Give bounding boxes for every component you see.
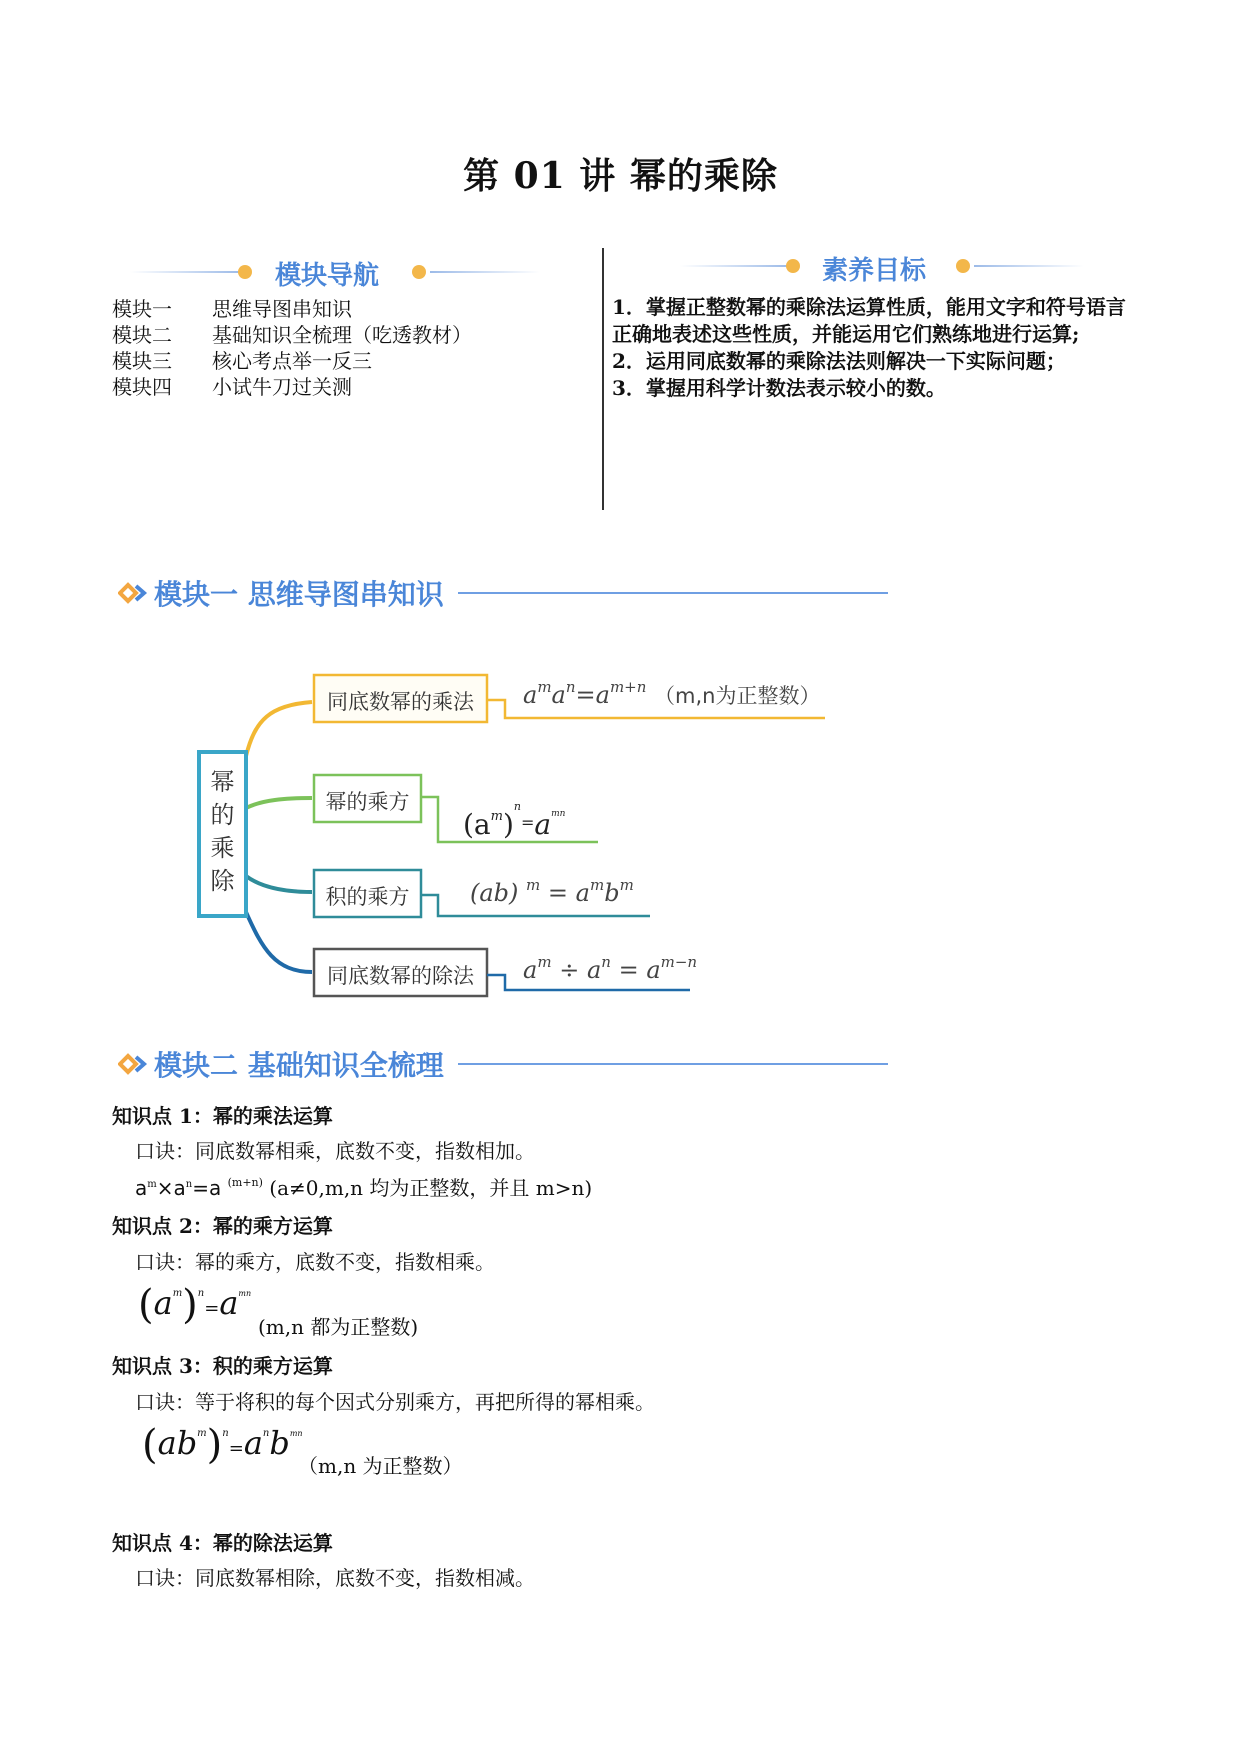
nav-item[interactable]: 模块三 核心考点举一反三 bbox=[112, 349, 372, 373]
branch-label-1[interactable]: 同底数幂的乘法 bbox=[327, 690, 474, 714]
nav-item[interactable]: 模块四 小试牛刀过关测 bbox=[112, 375, 352, 399]
section1-title: 模块一 思维导图串知识 bbox=[154, 578, 444, 611]
formula-power: $(a^m)^{n=}a^{mn}$ bbox=[463, 800, 566, 841]
kp4-rhyme: 口诀：同底数幂相除，底数不变，指数相减。 bbox=[135, 1566, 535, 1590]
connector-4 bbox=[246, 912, 312, 972]
connector-1 bbox=[246, 702, 312, 756]
goals-heading: 素养目标 bbox=[822, 256, 927, 286]
center-label: 幂 的 乘 除 bbox=[210, 768, 235, 895]
formula-multiplication: $a^ma^n=a^{m+n}$ （m,n为正整数） bbox=[523, 678, 821, 709]
kp3-formula: $(ab^m)^n=a^nb^{mn}$ bbox=[142, 1422, 303, 1468]
section2-header bbox=[118, 1044, 888, 1084]
nav-item[interactable]: 模块二 基础知识全梳理（吃透教材） bbox=[112, 323, 472, 347]
section2-rule bbox=[458, 1063, 888, 1065]
branch-label-4[interactable]: 同底数幂的除法 bbox=[327, 964, 474, 988]
diamond-arrow-icon bbox=[118, 1052, 148, 1076]
kp3-heading: 知识点 3：积的乘方运算 bbox=[112, 1354, 333, 1378]
branch-label-3[interactable]: 积的乘方 bbox=[325, 885, 410, 909]
kp3-rhyme: 口诀：等于将积的每个因式分别乘方，再把所得的幂相乘。 bbox=[135, 1390, 655, 1414]
section2-title: 模块二 基础知识全梳理 bbox=[154, 1049, 444, 1082]
kp2-condition: (m,n 都为正整数) bbox=[258, 1315, 419, 1339]
kp1-formula: $a^m\times a^n=a$ $^{(m+n)}$ (a≠0,m,n 均为正整数，并且 m>n) bbox=[135, 1176, 593, 1200]
kp2-formula: $(a^m)^n=a^{mn}$ bbox=[138, 1282, 252, 1328]
kp2-rhyme: 口诀：幂的乘方，底数不变，指数相乘。 bbox=[135, 1250, 495, 1274]
goal-item: 1．掌握正整数幂的乘除法运算性质，能用文字和符号语言正确地表述这些性质，并能运用它们熟练地进行运算; bbox=[612, 295, 1126, 346]
connector-2 bbox=[246, 798, 312, 808]
kp3-condition: （m,n 为正整数） bbox=[298, 1454, 463, 1478]
kp4-heading: 知识点 4：幂的除法运算 bbox=[112, 1531, 333, 1555]
formula-note: （m,n为正整数） bbox=[654, 684, 821, 708]
nav-heading: 模块导航 bbox=[275, 261, 380, 291]
connector-3 bbox=[246, 876, 312, 892]
kp1-rhyme: 口诀：同底数幂相乘，底数不变，指数相加。 bbox=[135, 1139, 535, 1163]
page-title: 第 01 讲 幂的乘除 bbox=[463, 155, 778, 197]
nav-item[interactable]: 模块一 思维导图串知识 bbox=[112, 297, 352, 321]
branch-label-2[interactable]: 幂的乘方 bbox=[325, 790, 410, 814]
formula-product: (ab) $^m = a^mb^m$ bbox=[470, 876, 634, 907]
goal-item: 2．运用同底数幂的乘除法法则解决一下实际问题； bbox=[612, 349, 1066, 373]
kp1-condition: (a≠0,m,n 均为正整数，并且 m>n) bbox=[269, 1176, 593, 1200]
kp2-heading: 知识点 2：幂的乘方运算 bbox=[112, 1214, 333, 1238]
kp1-heading: 知识点 1：幂的乘法运算 bbox=[112, 1104, 333, 1128]
formula-division: $a^m \div a^n = a^{m-n}$ bbox=[523, 953, 698, 984]
goal-item: 3．掌握用科学计数法表示较小的数。 bbox=[612, 376, 946, 400]
